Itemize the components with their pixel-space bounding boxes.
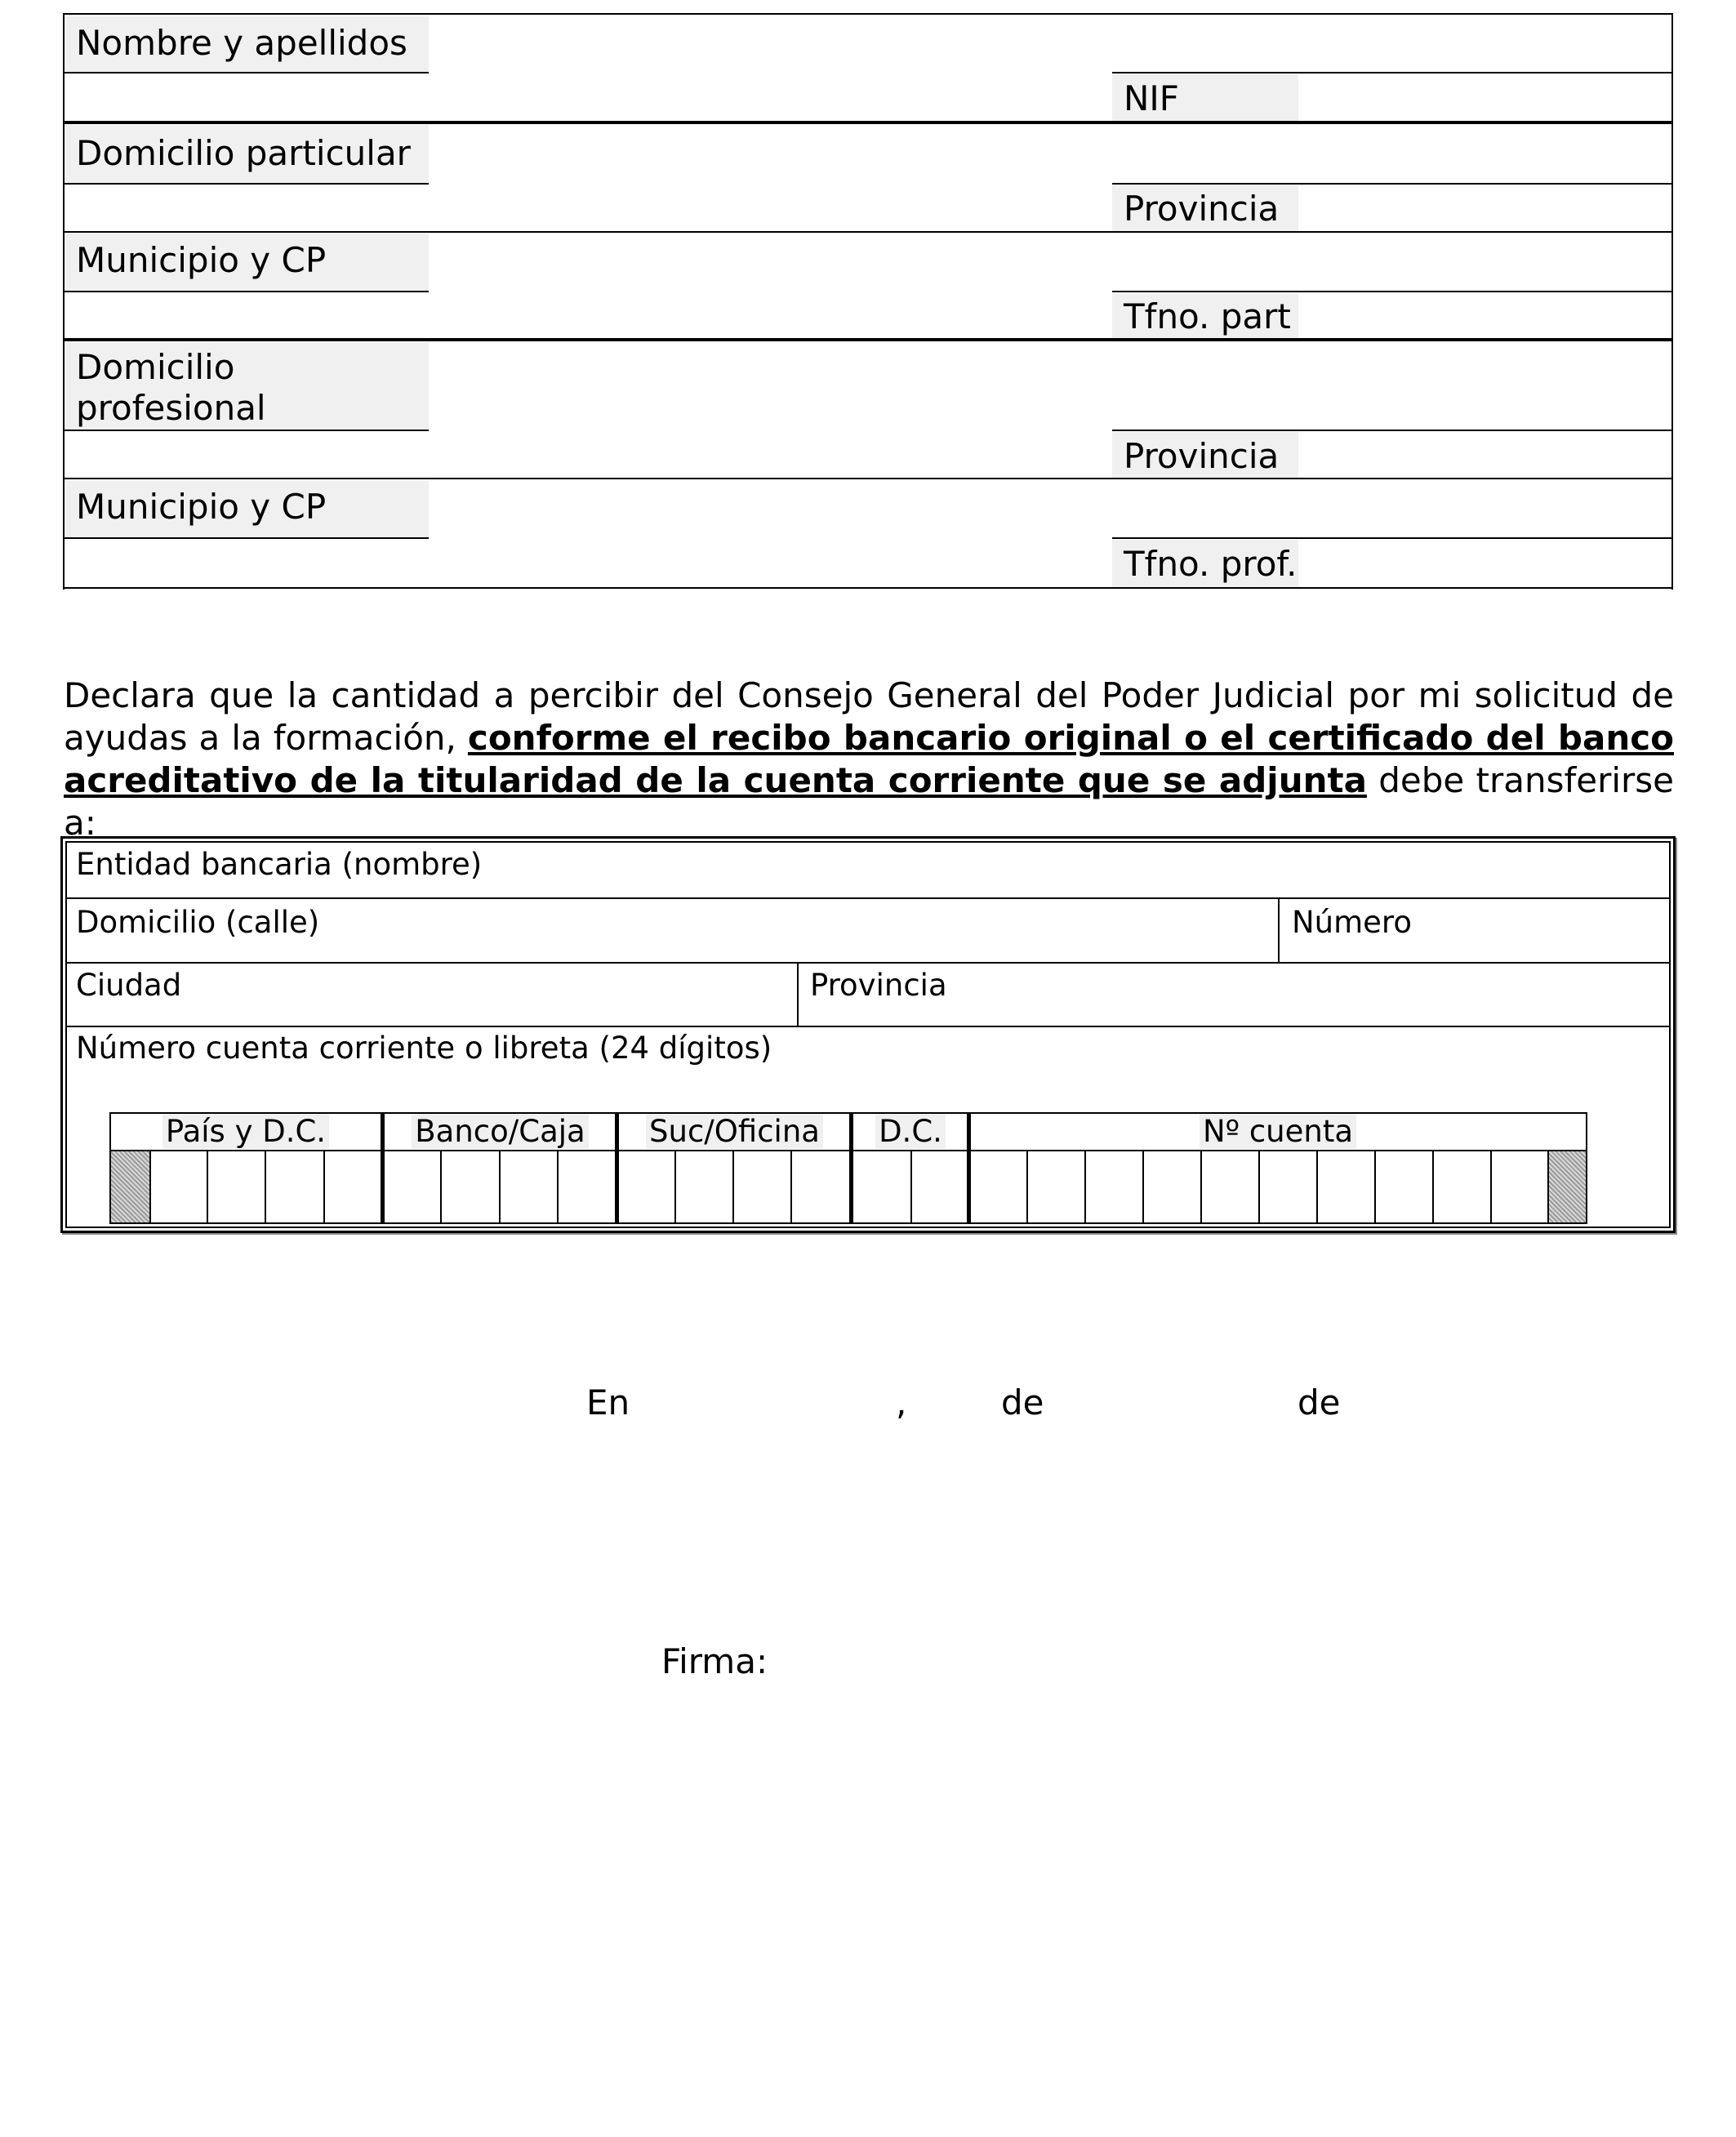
row-divider: [63, 537, 429, 539]
domicilio-profesional-line-2: profesional: [76, 388, 266, 428]
tfno-prof-field[interactable]: [1300, 540, 1670, 586]
de-label: de: [1001, 1382, 1044, 1422]
row-divider: [63, 291, 429, 292]
account-digit-cell[interactable]: [971, 1151, 1026, 1222]
pais-dc-header: [109, 1114, 382, 1150]
de-label: de: [1298, 1382, 1341, 1422]
nombre-field[interactable]: [430, 16, 1670, 71]
domicilio-particular-field[interactable]: [430, 125, 1670, 182]
cuenta-header-text: Nº cuenta: [1200, 1114, 1356, 1149]
row-divider: [1112, 72, 1673, 73]
pais-dc-header-text: País y D.C.: [162, 1114, 329, 1149]
signature-area[interactable]: [784, 1617, 1355, 1780]
account-digit-cell[interactable]: [1260, 1151, 1316, 1222]
row-divider: [65, 1026, 1671, 1027]
account-digit-cell[interactable]: [1318, 1151, 1374, 1222]
row-divider: [63, 231, 1673, 233]
tfno-part-field[interactable]: [1300, 293, 1670, 337]
provincia-field[interactable]: [799, 964, 1669, 1026]
provincia-label: Provincia: [810, 968, 947, 1003]
account-digit-cell[interactable]: [266, 1151, 381, 1222]
municipio-cp-field[interactable]: [430, 480, 1670, 536]
domicilio-calle-label: Domicilio (calle): [76, 905, 320, 940]
day-field[interactable]: [915, 1382, 996, 1423]
account-digit-cell[interactable]: [1086, 1151, 1142, 1222]
domicilio-particular-label: Domicilio particular: [65, 125, 429, 183]
account-digit-cell[interactable]: [619, 1151, 674, 1222]
section-divider-2: [63, 338, 1673, 341]
account-digit-cell[interactable]: [385, 1151, 440, 1222]
row-divider: [1112, 537, 1673, 539]
provincia-field[interactable]: [1300, 432, 1670, 477]
account-digit-cell[interactable]: [1202, 1151, 1258, 1222]
numero-label: Número: [1292, 905, 1412, 940]
row-divider: [1112, 430, 1673, 431]
account-digit-cell[interactable]: [1028, 1151, 1084, 1222]
table-border-bottom: [63, 587, 1673, 589]
year-field[interactable]: [1347, 1382, 1551, 1423]
cuenta-label: Número cuenta corriente o libreta (24 dígitos): [76, 1031, 772, 1066]
dc-header: [852, 1114, 968, 1150]
nombre-label: Nombre y apellidos: [65, 16, 429, 72]
nif-label: NIF: [1112, 74, 1298, 121]
row-divider: [1112, 183, 1673, 185]
declaration-text: Declara que la cantidad a percibir del Consejo General del Poder Judicial por mi solicitud de ayudas a la formación,: [64, 675, 1674, 758]
municipio-cp-label: Municipio y CP: [65, 234, 429, 291]
account-digit-cell[interactable]: [734, 1151, 790, 1222]
account-digit-cell[interactable]: [442, 1151, 499, 1222]
month-field[interactable]: [1053, 1382, 1290, 1423]
ciudad-field[interactable]: [65, 964, 796, 1026]
entidad-label: Entidad bancaria (nombre): [76, 847, 483, 882]
comma-label: ,: [896, 1382, 907, 1422]
declaration-text-end: debe transferirse a:: [64, 760, 1674, 843]
numero-field[interactable]: [1280, 899, 1669, 962]
provincia-label: Provincia: [1112, 185, 1298, 231]
digit-separator: [1490, 1151, 1492, 1222]
shaded-cell: [111, 1151, 149, 1222]
domicilio-profesional-line-1: Domicilio: [76, 347, 235, 387]
account-digit-cell[interactable]: [1434, 1151, 1490, 1222]
banco-header-text: Banco/Caja: [412, 1114, 588, 1149]
ciudad-label: Ciudad: [76, 968, 182, 1003]
sucursal-header: [618, 1114, 851, 1150]
digit-separator: [1547, 1151, 1549, 1222]
domicilio-profesional-field[interactable]: [430, 342, 1670, 429]
firma-label: Firma:: [661, 1641, 768, 1681]
en-label: En: [586, 1382, 630, 1422]
sucursal-header-text: Suc/Oficina: [646, 1114, 823, 1149]
row-divider: [1112, 291, 1673, 292]
declaration-paragraph: [64, 674, 1674, 844]
account-digit-cell[interactable]: [1376, 1151, 1432, 1222]
account-digit-cell[interactable]: [208, 1151, 265, 1222]
row-divider: [63, 478, 1673, 479]
account-digit-cell[interactable]: [792, 1151, 849, 1222]
provincia-field[interactable]: [1300, 185, 1670, 230]
account-digit-cell[interactable]: [912, 1151, 967, 1222]
account-digit-cell[interactable]: [676, 1151, 732, 1222]
municipio-cp-label: Municipio y CP: [65, 480, 429, 537]
account-digit-cell[interactable]: [151, 1151, 207, 1222]
tfno-part-label: Tfno. part: [1112, 293, 1298, 338]
section-divider-1: [63, 121, 1673, 124]
account-digit-cell[interactable]: [853, 1151, 910, 1222]
cuenta-header: [970, 1114, 1586, 1150]
shaded-cell: [1547, 1151, 1586, 1222]
domicilio-profesional-label: [65, 342, 429, 430]
table-border-right: [1671, 13, 1673, 590]
tfno-prof-label: Tfno. prof.: [1112, 540, 1298, 587]
banco-header: [384, 1114, 617, 1150]
grid-bottom-line: [109, 1222, 1587, 1224]
row-divider: [63, 183, 429, 185]
provincia-label: Provincia: [1112, 432, 1298, 478]
dc-header-text: D.C.: [875, 1114, 946, 1149]
domicilio-calle-field[interactable]: [65, 899, 1277, 962]
entidad-field[interactable]: [65, 843, 1669, 897]
nif-field[interactable]: [1300, 74, 1670, 120]
declaration-bold-text: conforme el recibo bancario original o el certificado del banco acreditativo de la titularidad de la cuenta corriente que se adjunta: [64, 718, 1674, 800]
row-divider: [63, 430, 429, 431]
table-border-top: [63, 13, 1673, 15]
grid-right-line: [1586, 1112, 1587, 1224]
account-digit-cell[interactable]: [501, 1151, 557, 1222]
municipio-cp-field[interactable]: [430, 234, 1670, 290]
account-digit-cell[interactable]: [1144, 1151, 1200, 1222]
city-field[interactable]: [645, 1382, 890, 1423]
row-divider: [63, 72, 429, 73]
account-digit-cell[interactable]: [559, 1151, 615, 1222]
